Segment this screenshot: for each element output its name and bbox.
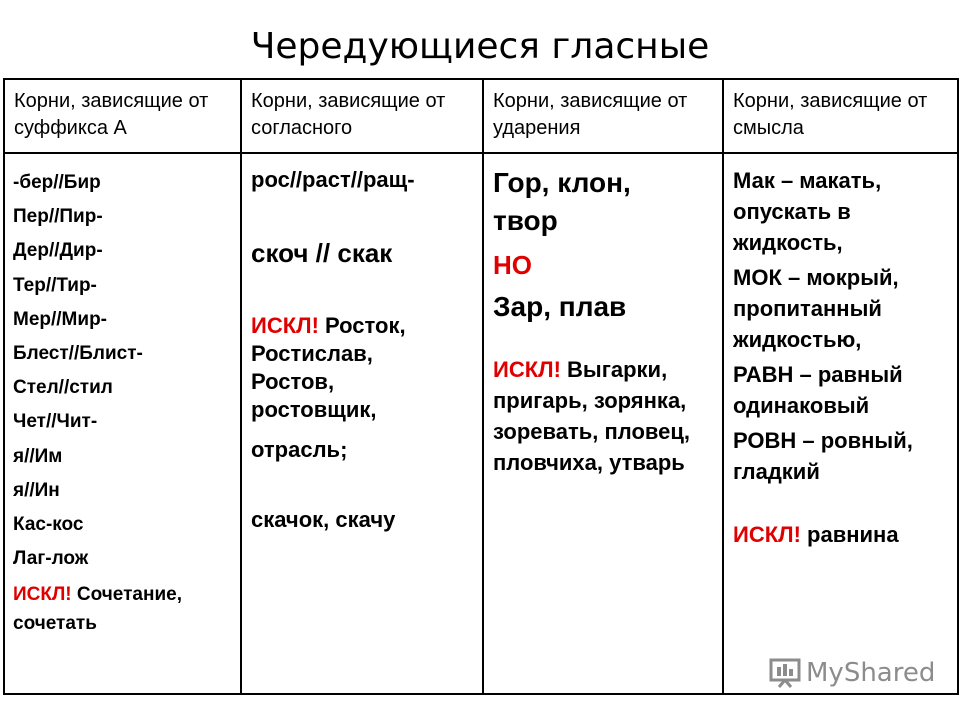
root-item: Стел//стил bbox=[13, 377, 113, 399]
root-rule-2: скоч // скак bbox=[251, 238, 393, 268]
root-item: я//Им bbox=[13, 445, 63, 467]
exception-extra: отрасль; bbox=[251, 437, 348, 462]
meaning-entry: МОК – мокрый, пропитанный жидкостью, bbox=[733, 265, 899, 352]
exception-note bbox=[493, 354, 715, 478]
root-item: Кас-кос bbox=[13, 514, 84, 536]
meaning-entry: РАВН – равный одинаковый bbox=[733, 362, 903, 418]
cell-consonant bbox=[241, 153, 483, 694]
exception-note bbox=[733, 519, 957, 550]
presentation-icon bbox=[768, 658, 802, 688]
meaning-entry: Мак – макать, опускать в жидкость, bbox=[733, 168, 882, 255]
header-row bbox=[4, 79, 958, 153]
slide-title: Чередующиеся гласные bbox=[250, 26, 710, 67]
root-item: Мер//Мир- bbox=[13, 308, 107, 330]
root-item: Лаг-лож bbox=[13, 548, 89, 570]
meaning-entry: РОВН – ровный, гладкий bbox=[733, 428, 913, 484]
root-extra: скачок, скачу bbox=[251, 507, 396, 532]
root-item: я//Ин bbox=[13, 479, 60, 501]
body-row bbox=[4, 153, 958, 694]
header-meaning: Корни, зависящие от смысла bbox=[723, 79, 958, 153]
watermark-text: MyShared bbox=[806, 658, 936, 688]
cell-suffix-a bbox=[4, 153, 241, 694]
watermark bbox=[768, 658, 935, 688]
exception-label: ИСКЛ! bbox=[733, 522, 801, 547]
root-item: -бер//Бир bbox=[13, 172, 101, 193]
header-consonant: Корни, зависящие от согласного bbox=[241, 79, 483, 153]
exception-text: Выгарки, пригарь, зорянка, зоревать, пловец, пловчиха, утварь bbox=[493, 357, 691, 475]
root-rule-1: рос//раст//ращ- bbox=[251, 167, 415, 192]
exception-label: ИСКЛ! bbox=[13, 584, 72, 606]
contrast-label: НО bbox=[493, 250, 532, 280]
header-stress: Корни, зависящие от ударения bbox=[483, 79, 723, 153]
root-item: Пер//Пир- bbox=[13, 206, 103, 228]
vowel-table bbox=[3, 78, 959, 695]
cell-meaning bbox=[723, 153, 958, 694]
root-item: Дер//Дир- bbox=[13, 240, 103, 262]
exception-label: ИСКЛ! bbox=[251, 313, 319, 338]
exception-note bbox=[13, 580, 233, 638]
exception-text: Росток, Ростислав, Ростов, ростовщик, bbox=[251, 313, 406, 422]
exception-text: равнина bbox=[807, 522, 899, 547]
root-rule-1: Гор, клон, твор bbox=[493, 167, 631, 236]
cell-stress bbox=[483, 153, 723, 694]
exception-text: Сочетание, сочетать bbox=[13, 584, 182, 635]
root-item: Тер//Тир- bbox=[13, 274, 97, 296]
exception-label: ИСКЛ! bbox=[493, 357, 561, 382]
root-item: Блест//Блист- bbox=[13, 343, 143, 365]
header-suffix-a: Корни, зависящие от суффикса А bbox=[4, 79, 241, 153]
root-item: Чет//Чит- bbox=[13, 411, 98, 433]
root-rule-2: Зар, плав bbox=[493, 291, 627, 322]
exception-note bbox=[251, 312, 456, 424]
